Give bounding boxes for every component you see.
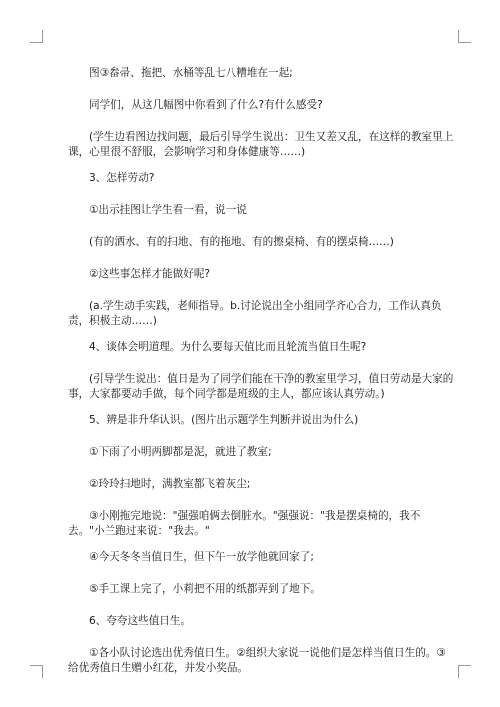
list-item-5: ⑤手工课上完了，小莉把不用的纸都弄到了地下。 bbox=[89, 583, 321, 595]
list-item-4: ④今天冬冬当值日生，但下午一放学他就回家了; bbox=[89, 551, 314, 563]
heading-how-to-work: 3、怎样劳动? bbox=[89, 172, 155, 184]
paragraph-activities: (有的洒水、有的扫地、有的拖地、有的擦桌椅、有的摆桌椅……) bbox=[89, 236, 394, 248]
paragraph-student-answer: (学生边看图边找问题，最后引导学生说出：卫生又差又乱，在这样的教室里上课，心里很不舒服，会影响学习和身体健康等……) bbox=[68, 131, 454, 158]
paragraph-guide-students: (引导学生说出：值日是为了同学们能在干净的教室里学习，值日劳动是大家的事，大家都要动手做，每个同学都是班级的主人，都应该认真劳动。) bbox=[68, 373, 454, 400]
paragraph-figure-3: 图③畚帚、拖把、水桶等乱七八糟堆在一起; bbox=[89, 67, 293, 79]
paragraph-practice: (a.学生动手实践，老师指导。b.讨论说出全小组同学齐心合力，工作认真负责，积极主动……) bbox=[68, 300, 442, 327]
list-item-2: ②玲玲扫地时，满教室都飞着灰尘; bbox=[89, 478, 251, 490]
list-item-1: ①下雨了小明两脚都是泥，就进了教室; bbox=[89, 446, 272, 458]
crop-mark-bottom-left bbox=[30, 665, 43, 678]
crop-mark-top-right bbox=[458, 30, 471, 43]
paragraph-select-excellent: ①各小队讨论选出优秀值日生。②组织大家说一说他们是怎样当值日生的。③给优秀值日生赠小红花，并发小奖品。 bbox=[68, 647, 446, 674]
crop-mark-bottom-right bbox=[458, 665, 471, 678]
paragraph-show-chart: ①出示挂图让学生看一看，说一说 bbox=[89, 204, 247, 216]
crop-mark-top-left bbox=[30, 30, 43, 43]
heading-right-wrong: 5、辨是非升华认识。(图片出示题学生判断并说出为什么) bbox=[89, 414, 359, 426]
paragraph-how-well: ②这些事怎样才能做好呢? bbox=[89, 268, 211, 280]
list-item-3: ③小刚拖完地说："强强咱俩去倒脏水。"强强说："我是摆桌椅的，我不去。"小兰跑过来说："我去。" bbox=[68, 510, 421, 537]
document-body bbox=[68, 66, 454, 693]
heading-experience: 4、谈体会明道理。为什么要每天值比而且轮流当值日生呢? bbox=[89, 341, 367, 353]
paragraph-question: 同学们，从这几幅图中你看到了什么?有什么感受? bbox=[89, 99, 323, 111]
heading-praise: 6、夸夸这些值日生。 bbox=[89, 615, 192, 627]
